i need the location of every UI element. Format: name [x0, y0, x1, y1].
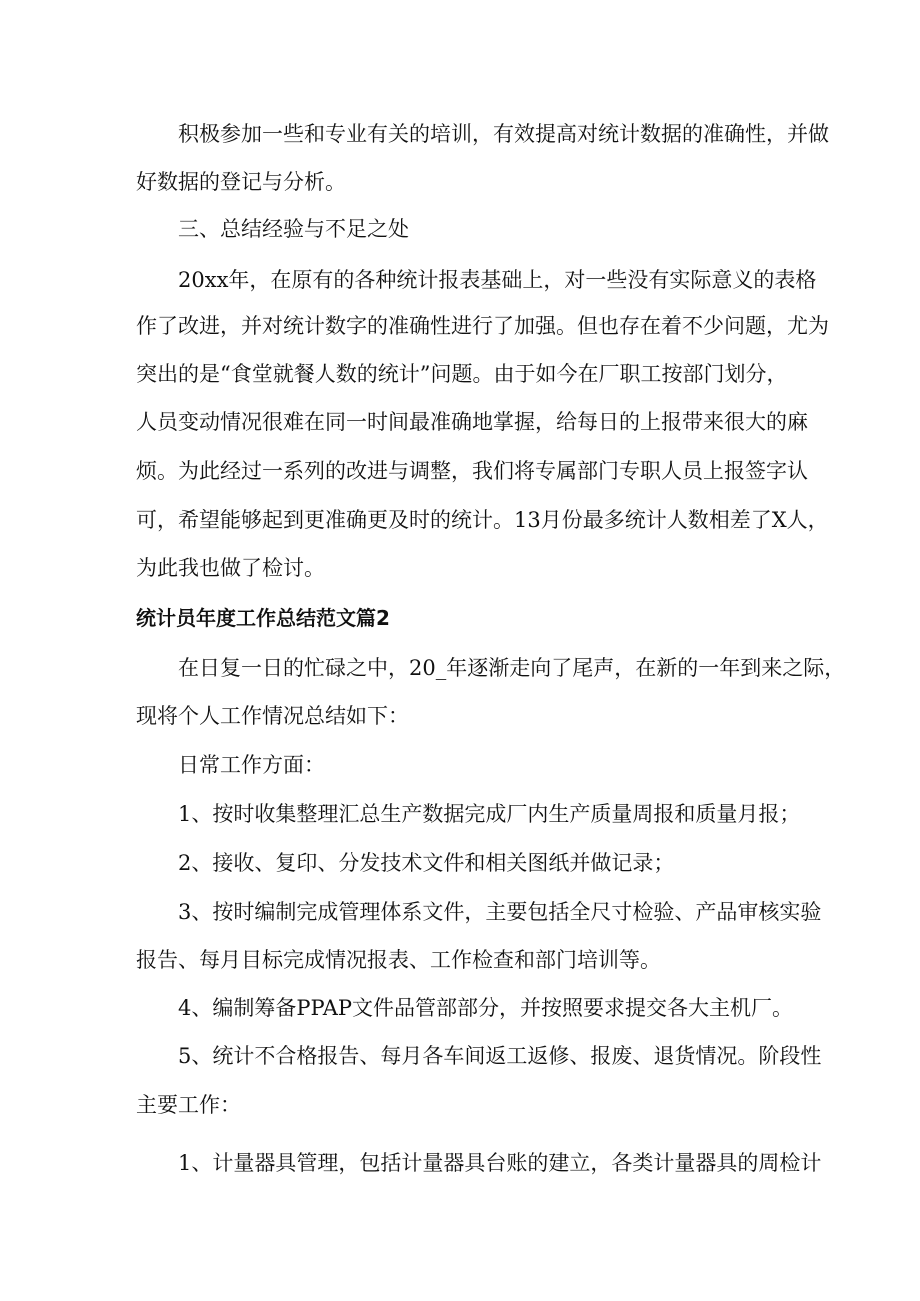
- paragraph-line: 好数据的登记与分析。: [136, 170, 346, 194]
- paragraph-line: 人员变动情况很难在同一时间最准确地掌握，给每日的上报带来很大的麻: [136, 410, 808, 434]
- paragraph-line: 20xx年，在原有的各种统计报表基础上，对一些没有实际意义的表格: [178, 268, 817, 292]
- list-item: 5、统计不合格报告、每月各车间返工返修、报废、退货情况。阶段性: [178, 1044, 822, 1068]
- article-title: 统计员年度工作总结范文篇2: [136, 606, 390, 630]
- list-item: 3、按时编制完成管理体系文件，主要包括全尺寸检验、产品审核实验: [178, 900, 822, 924]
- paragraph-line: 突出的是“食堂就餐人数的统计”问题。由于如今在厂职工按部门划分，: [136, 362, 788, 386]
- paragraph-line: 在日复一日的忙碌之中，20_年逐渐走向了尾声，在新的一年到来之际，: [178, 656, 846, 680]
- paragraph-line: 现将个人工作情况总结如下：: [136, 704, 409, 728]
- section-heading: 三、总结经验与不足之处: [178, 217, 409, 241]
- list-item: 1、计量器具管理，包括计量器具台账的建立，各类计量器具的周检计: [178, 1151, 822, 1175]
- paragraph-line: 可，希望能够起到更准确更及时的统计。13月份最多统计人数相差了X人，: [136, 508, 829, 532]
- list-item: 4、编制筹备PPAP文件品管部部分，并按照要求提交各大主机厂。: [178, 996, 793, 1020]
- paragraph-line: 报告、每月目标完成情况报表、工作检查和部门培训等。: [136, 948, 661, 972]
- paragraph-line: 积极参加一些和专业有关的培训，有效提高对统计数据的准确性，并做: [178, 122, 829, 146]
- paragraph-line: 烦。为此经过一系列的改进与调整，我们将专属部门专职人员上报签字认: [136, 459, 808, 483]
- paragraph-line: 为此我也做了检讨。: [136, 556, 325, 580]
- list-item: 1、按时收集整理汇总生产数据完成厂内生产质量周报和质量月报；: [178, 802, 801, 826]
- list-item: 2、接收、复印、分发技术文件和相关图纸并做记录；: [178, 851, 675, 875]
- paragraph-line: 作了改进，并对统计数字的准确性进行了加强。但也存在着不少问题，尤为: [136, 314, 829, 338]
- paragraph-line: 主要工作：: [136, 1093, 241, 1117]
- section-heading: 日常工作方面：: [178, 753, 325, 777]
